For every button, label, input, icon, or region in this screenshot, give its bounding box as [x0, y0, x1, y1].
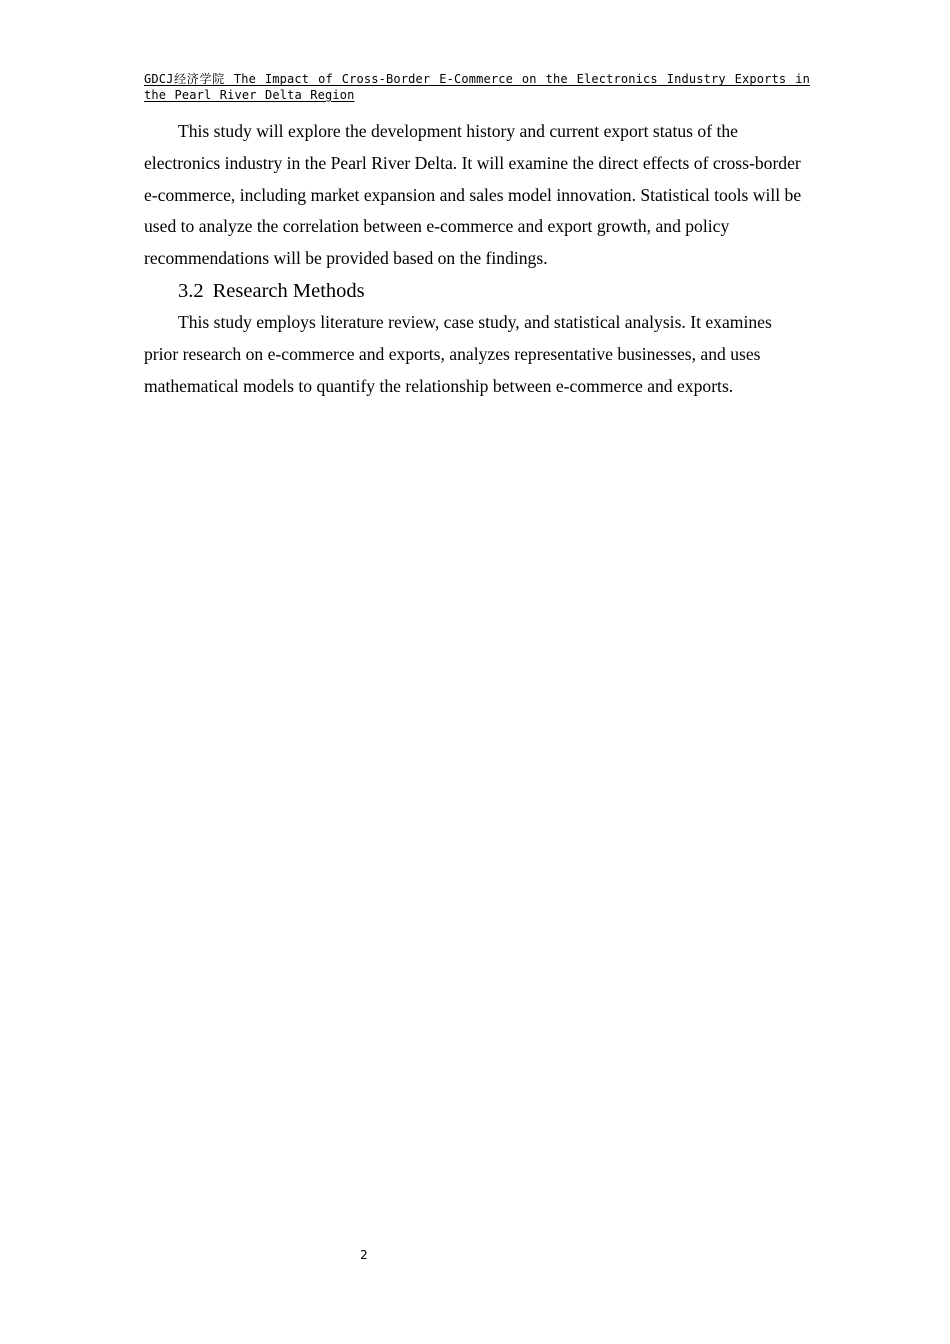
- running-header-text: GDCJ经济学院 The Impact of Cross-Border E-Commerce on the Electronics Industry Exports in the Pearl River Delta Region: [144, 72, 810, 102]
- running-header: [144, 71, 810, 103]
- section-title: Research Methods: [212, 279, 365, 302]
- section-heading: [178, 276, 806, 307]
- paragraph-study-scope: This study will explore the development history and current export status of the electronics industry in the Pearl River Delta. It will examine the direct effects of cross-border e-commerce, including market expansion and sales model innovation. Statistical tools will be used to analyze the correlation between e-commerce and export growth, and policy recommendations will be provided based on the findings.: [144, 121, 802, 269]
- paragraph-research-methods: This study employs literature review, case study, and statistical analysis. It examines prior research on e-commerce and exports, analyzes representative businesses, and uses mathematical models to quantify the relationship between e-commerce and exports.: [144, 311, 772, 396]
- page-number: 2: [360, 1248, 368, 1262]
- body-text: [144, 116, 806, 402]
- section-number: 3.2: [178, 279, 204, 302]
